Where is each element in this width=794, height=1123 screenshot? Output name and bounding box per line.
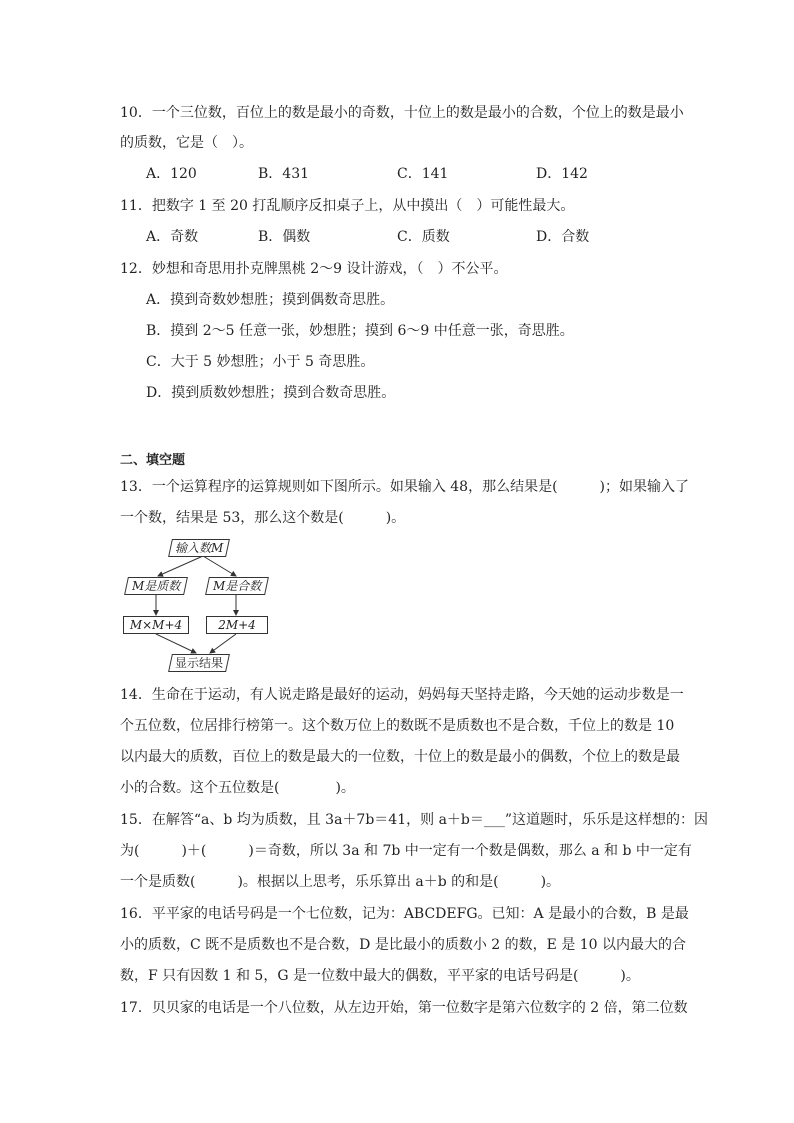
q10-option-c: C．141 <box>397 166 449 182</box>
q12-option-c: C．大于 5 妙想胜；小于 5 奇思胜。 <box>146 354 375 370</box>
q14-line2: 个五位数，位居排行榜第一。这个数万位上的数既不是质数也不是合数，千位上的数是 10 <box>120 718 675 734</box>
q11-option-c: C．质数 <box>397 229 450 245</box>
flow-input-text: 输入数M <box>174 541 224 555</box>
section-heading-fill-blank: 二、填空题 <box>120 453 186 468</box>
q16-line1: 16．平平家的电话号码是一个七位数，记为：ABCDEFG。已知：A 是最小的合数，B 是最 <box>120 906 689 922</box>
flow-right-condition-box <box>205 577 269 595</box>
q16-line3: 数，F 只有因数 1 和 5，G 是一位数中最大的偶数，平平家的电话号码是( )。 <box>120 968 640 984</box>
q12-option-d: D．摸到质数妙想胜；摸到合数奇思胜。 <box>146 385 396 401</box>
q11-option-a: A．奇数 <box>146 229 199 245</box>
q17-line1: 17．贝贝家的电话是一个八位数，从左边开始，第一位数字是第六位数字的 2 倍，第二位数 <box>120 1000 688 1016</box>
q10-line2: 的质数，它是（ ）。 <box>120 135 253 151</box>
q10-line1: 10．一个三位数，百位上的数是最小的奇数，十位上的数是最小的合数，个位上的数是最小 <box>120 105 684 121</box>
q11-option-b: B．偶数 <box>258 229 311 245</box>
q10-option-b: B．431 <box>258 166 310 182</box>
q12-option-a: A．摸到奇数妙想胜；摸到偶数奇思胜。 <box>146 292 395 308</box>
flow-left-operation-text: M×M+4 <box>129 618 183 632</box>
flow-input-box <box>168 539 230 557</box>
q14-line3: 以内最大的质数，百位上的数是最大的一位数，十位上的数是最小的偶数，个位上的数是最 <box>120 749 680 765</box>
q12-line1: 12．妙想和奇思用扑克牌黑桃 2～9 设计游戏，（ ）不公平。 <box>120 261 508 277</box>
q16-line2: 小的质数，C 既不是质数也不是合数，D 是比最小的质数小 2 的数，E 是 10 以内最大的合 <box>120 937 687 953</box>
q14-line4: 小的合数。这个五位数是( )。 <box>120 780 355 796</box>
q10-option-a: A．120 <box>146 166 197 182</box>
q13-line1: 13．一个运算程序的运算规则如下图所示。如果输入 48，那么结果是( )；如果输入了 <box>120 479 690 495</box>
q15-line2: 为( )＋( )＝奇数，所以 3a 和 7b 中一定有一个数是偶数，那么 a 和 b 中一定有 <box>120 843 692 859</box>
q10-option-d: D．142 <box>536 166 588 182</box>
flow-left-condition-text: M是质数 <box>131 579 181 593</box>
flow-left-condition-box <box>124 577 188 595</box>
q14-line1: 14．生命在于运动，有人说走路是最好的运动，妈妈每天坚持走路，今天她的运动步数是一 <box>120 687 684 703</box>
q11-option-d: D．合数 <box>536 229 590 245</box>
q11-line1: 11．把数字 1 至 20 打乱顺序反扣桌子上，从中摸出（ ）可能性最大。 <box>120 198 575 214</box>
flowchart <box>118 536 278 674</box>
flow-left-operation-box <box>123 616 189 634</box>
q12-option-b: B．摸到 2～5 任意一张，妙想胜；摸到 6～9 中任意一张，奇思胜。 <box>146 323 574 339</box>
flow-output-box <box>168 654 230 672</box>
q13-line2: 一个数，结果是 53，那么这个数是( )。 <box>120 510 406 526</box>
flow-right-operation-box <box>206 616 268 634</box>
q15-line1: 15．在解答“a、b 均为质数，且 3a＋7b＝41，则 a＋b＝___”这道题时，乐乐是这样想的：因 <box>120 812 709 828</box>
q15-line3: 一个是质数( )。根据以上思考，乐乐算出 a＋b 的和是( )。 <box>120 874 561 890</box>
flow-right-operation-text: 2M+4 <box>218 618 256 632</box>
flow-output-text: 显示结果 <box>174 656 223 670</box>
flow-right-condition-text: M是合数 <box>212 579 262 593</box>
